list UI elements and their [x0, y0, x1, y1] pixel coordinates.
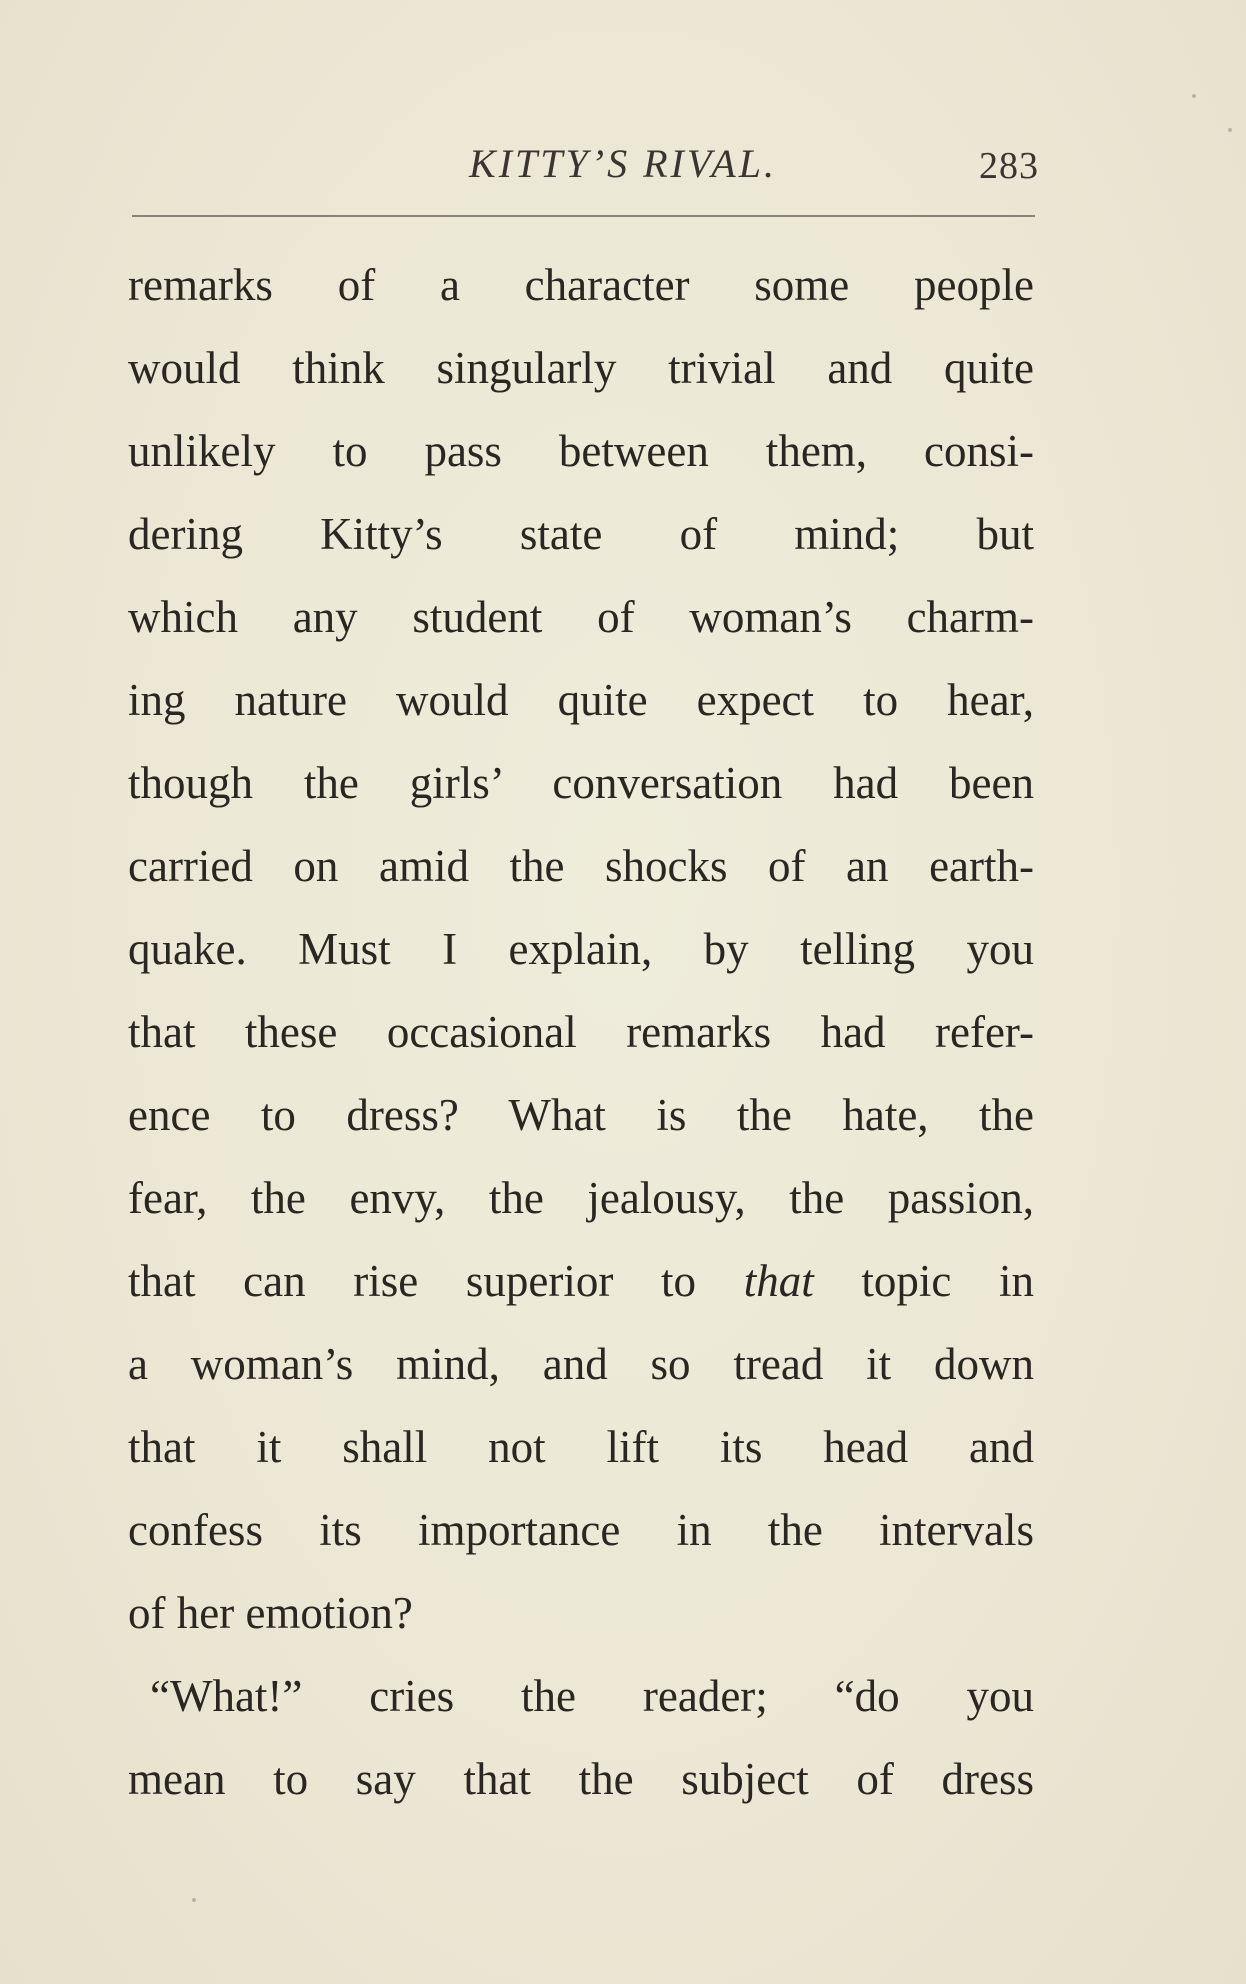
text-line: ing nature would quite expect to hear,: [128, 675, 1034, 725]
text-line: unlikely to pass between them, consi-: [128, 426, 1034, 476]
paper-speck: [1228, 128, 1232, 132]
text-line: quake. Must I explain, by telling you: [128, 924, 1034, 974]
page-number: 283: [979, 145, 1039, 187]
italic-word: that: [743, 1256, 814, 1306]
body-text: [128, 250, 1034, 1827]
text-line: would think singularly trivial and quite: [128, 343, 1034, 393]
paper-speck: [192, 1898, 196, 1902]
page-header: [0, 136, 1246, 196]
text-line: “What!” cries the reader; “do you: [150, 1671, 1034, 1721]
text-segment: that can rise superior to: [128, 1256, 697, 1306]
text-line: though the girls’ conversation had been: [128, 758, 1034, 808]
text-line: carried on amid the shocks of an earth-: [128, 841, 1034, 891]
text-segment: topic in: [861, 1256, 1034, 1306]
text-line: that it shall not lift its head and: [128, 1422, 1034, 1472]
paper-speck: [1192, 94, 1196, 98]
header-rule: [132, 215, 1035, 217]
text-line: a woman’s mind, and so tread it down: [128, 1339, 1034, 1389]
text-line: ence to dress? What is the hate, the: [128, 1090, 1034, 1140]
running-title: KITTY’S RIVAL.: [469, 141, 777, 186]
text-line: fear, the envy, the jealousy, the passion,: [128, 1173, 1034, 1223]
text-line: remarks of a character some people: [128, 260, 1034, 310]
text-line-with-italic: [128, 1246, 1034, 1329]
text-line: mean to say that the subject of dress: [128, 1754, 1034, 1804]
text-line: dering Kitty’s state of mind; but: [128, 509, 1034, 559]
text-line: which any student of woman’s charm-: [128, 592, 1034, 642]
text-line: that these occasional remarks had refer-: [128, 1007, 1034, 1057]
text-line: of her emotion?: [128, 1588, 413, 1638]
text-line: confess its importance in the intervals: [128, 1505, 1034, 1555]
